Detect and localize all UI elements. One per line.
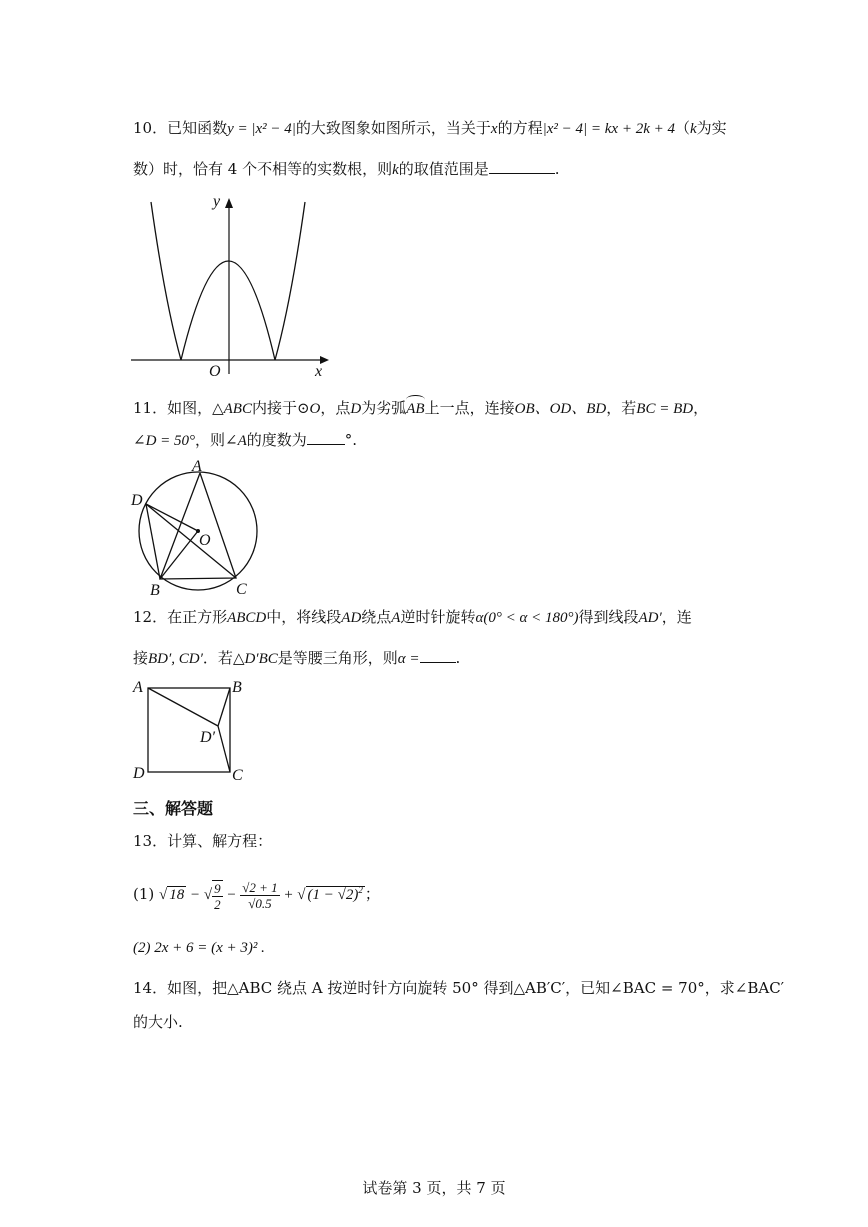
seg-bd-prime [218, 688, 230, 726]
q12-alpha: α [475, 610, 484, 626]
q11-text-h: ，则 [195, 431, 226, 449]
q12-text-i: 是等腰三角形，则 [277, 649, 398, 667]
q12-triangle: △D′BC [232, 651, 278, 667]
q11-text-f: ，若 [606, 399, 637, 417]
q11-point-d: D [350, 401, 362, 417]
q11-text-e: 上一点，连接 [424, 399, 515, 417]
q10-equation: |x² − 4| = kx + 2k + 4 [542, 121, 675, 137]
q11-angle-a: ∠A [225, 433, 247, 449]
q12-range: (0° < α < 180°) [483, 610, 579, 626]
seg-bd-left [146, 504, 160, 579]
q10-var-x: x [490, 121, 498, 137]
q11-circle: O [309, 401, 321, 417]
q10-graph [125, 192, 335, 382]
seg-od [146, 504, 198, 531]
q12-line2 [133, 648, 460, 669]
q10-line1 [133, 118, 727, 139]
label-a: A [192, 458, 202, 475]
q12-alpha-eq: α = [397, 651, 420, 667]
q12-figure [130, 678, 250, 784]
q13-expression: √ 18 − √ $\frac{9}{2}$ − $\frac{√2 + 1}{√0.5}$ + √ $(1 - √2)^2$ [159, 880, 363, 912]
curve-middle [181, 261, 275, 360]
q11-figure [128, 456, 268, 598]
q11-arc-label: AB [406, 401, 425, 417]
q11-degree: °. [344, 431, 358, 449]
q12-text-a: 12．在正方形 [133, 608, 228, 626]
q11-line2 [133, 430, 357, 451]
q12-text-c: 绕点 [361, 608, 392, 626]
q10-text-d: （ [674, 119, 690, 137]
q12-seg: AD [341, 610, 362, 626]
q10-text-e: 为实 [696, 119, 727, 137]
q13-title: 13．计算、解方程： [133, 832, 273, 850]
q12-text-f: ，连 [661, 608, 692, 626]
x-label: x [315, 363, 323, 380]
q12-text-h: ．若 [202, 649, 233, 667]
q10-text-g: 的取值范围是 [398, 160, 489, 178]
label-a: A [133, 679, 143, 696]
label-b: B [150, 582, 160, 598]
q13-part1 [133, 872, 380, 912]
q10-line2 [133, 159, 560, 180]
y-label: y [213, 193, 221, 210]
q10-text-f: 数）时，恰有 4 个不相等的实数根，则 [133, 160, 393, 178]
q12-text-e: 得到线段 [578, 608, 639, 626]
q12-seg2: AD′ [638, 610, 662, 626]
seg-ad-prime [148, 688, 218, 726]
curve-left [151, 202, 181, 360]
q10-var-k: k [690, 121, 697, 137]
q11-segs: OB、OD、BD [514, 401, 607, 417]
arc-icon [406, 395, 424, 404]
q10-answer-blank[interactable] [489, 159, 555, 174]
q10-period: . [554, 160, 560, 178]
q11-text-b: 内接于⊙ [251, 399, 310, 417]
q11-line1 [133, 398, 708, 419]
label-c: C [232, 767, 243, 784]
seg-dc [146, 504, 236, 578]
q12-text-b: 中，将线段 [266, 608, 342, 626]
q11-text-g: ， [693, 399, 709, 417]
q12-point: A [391, 610, 401, 626]
q12-line1 [133, 607, 692, 628]
label-d: D [133, 765, 145, 782]
q11-cond: BC = BD [636, 401, 694, 417]
section-heading: 三、解答题 [133, 799, 214, 818]
q10-var-k2: k [392, 162, 399, 178]
q10-text-b: 的大致图象如图所示，当关于 [295, 119, 491, 137]
q11-triangle: △ABC [212, 401, 252, 417]
q12-text-g: 接 [133, 649, 149, 667]
seg-ob [160, 531, 198, 579]
page-footer: 试卷第 3 页，共 7 页 [362, 1179, 506, 1197]
q12-square: ABCD [227, 610, 267, 626]
q10-text: 10．已知函数 [133, 119, 228, 137]
curve-right [275, 202, 305, 360]
label-d: D [131, 492, 143, 509]
q12-segs: BD′, CD′ [148, 651, 203, 667]
q11-text-c: ，点 [320, 399, 351, 417]
q13-part2: (2) 2x + 6 = (x + 3)² . [133, 940, 265, 956]
origin-label: O [209, 363, 221, 380]
q10-function-eq: y = |x² − 4| [227, 121, 296, 137]
label-o: O [199, 532, 211, 549]
label-d-prime: D′ [200, 729, 216, 746]
triangle-abc [160, 473, 236, 579]
q12-text-d: 逆时针旋转 [400, 608, 476, 626]
square-abcd [148, 688, 230, 772]
y-axis-arrow [225, 198, 233, 208]
q13-p1-end: ； [364, 885, 380, 903]
label-b: B [232, 679, 242, 696]
q13-p1-label: (1) [133, 885, 155, 903]
q10-text-c: 的方程 [497, 119, 543, 137]
q12-period: . [455, 649, 461, 667]
label-c: C [236, 581, 247, 598]
q14-line2: 的大小. [133, 1013, 183, 1031]
q11-text-a: 11．如图， [133, 399, 213, 417]
q14-line1: 14．如图，把△ABC 绕点 A 按逆时针方向旋转 50° 得到△AB′C′，已知∠BAC = 70°，求∠BAC′ [133, 979, 785, 997]
q11-text-d: 为劣弧 [361, 399, 407, 417]
q11-arc [406, 399, 424, 419]
q11-text-i: 的度数为 [246, 431, 307, 449]
seg-cd-prime [218, 726, 230, 772]
q11-angle-d: ∠D = 50° [133, 433, 196, 449]
q12-answer-blank[interactable] [420, 648, 456, 663]
q11-answer-blank[interactable] [307, 430, 345, 445]
